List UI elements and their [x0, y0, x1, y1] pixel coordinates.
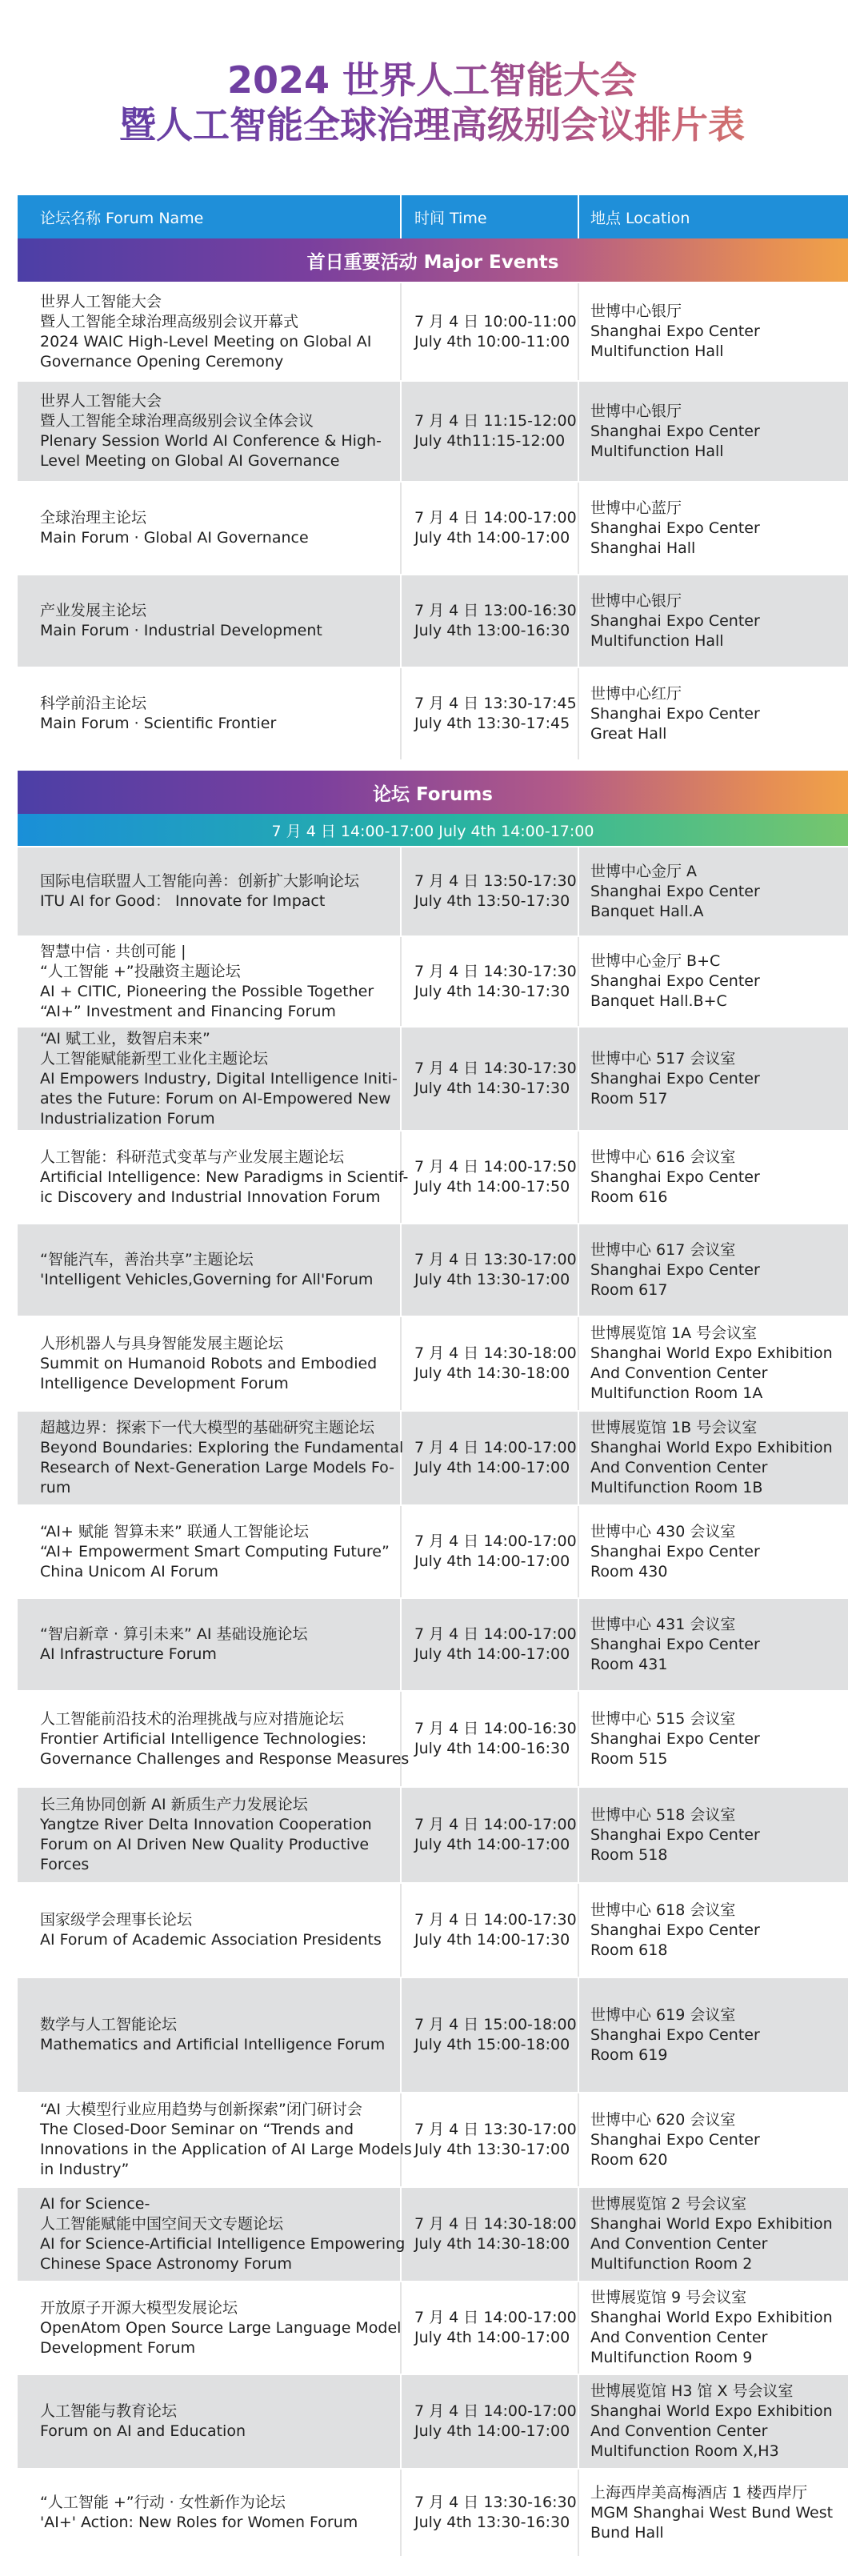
location-cell-line: Room 620: [590, 2150, 668, 2169]
forum-name-cell-line: 开放原子开源大模型发展论坛: [40, 2298, 238, 2317]
location-cell: [579, 937, 848, 1026]
location-cell-line: Shanghai Expo Center: [590, 1542, 760, 1560]
forum-name-cell-line: Governance Opening Ceremony: [40, 352, 284, 371]
forum-name-cell-line: ITU AI for Good： Innovate for Impact: [40, 892, 326, 910]
location-cell-line: 世博中心 430 会议室: [590, 1522, 736, 1540]
forum-name-cell-line: “AI 大模型行业应用趋势与创新探索”闭门研讨会: [40, 2101, 362, 2118]
time-cell-line: July 4th 14:30-17:30: [414, 982, 570, 1000]
forum-name-cell-line: Beyond Boundaries: Exploring the Fundamental: [40, 1439, 404, 1456]
table-row: [18, 1690, 848, 1786]
table-row: [18, 1026, 848, 1130]
time-cell: [402, 1224, 579, 1316]
forum-name-cell: [18, 1788, 402, 1882]
time-cell-line: 7 月 4 日 13:00-16:30: [414, 602, 577, 619]
time-cell: [402, 283, 579, 380]
forum-name-cell-line: 人工智能：科研范式变革与产业发展主题论坛: [40, 1148, 345, 1166]
forum-name-cell-line: 全球治理主论坛: [40, 509, 147, 527]
forum-name-cell: [18, 1692, 410, 1786]
location-cell: [579, 1599, 848, 1690]
location-cell-line: 世博中心 618 会议室: [590, 1901, 736, 1919]
table-row: [18, 1130, 848, 1223]
location-cell: [579, 1317, 848, 1410]
location-cell-line: And Convention Center: [590, 2235, 768, 2253]
table-row: [18, 1316, 848, 1410]
table-row: [18, 380, 848, 481]
time-cell: [402, 2282, 579, 2374]
forum-name-cell-line: 国家级学会理事长论坛: [40, 1911, 193, 1929]
location-cell-line: 世博中心银厅: [590, 402, 682, 420]
table-row: [18, 481, 848, 574]
time-cell-line: July 4th 14:00-17:00: [414, 1836, 570, 1853]
major-events-rows: [18, 282, 848, 759]
location-cell: [579, 2282, 848, 2374]
time-cell-line: July 4th 14:00-17:50: [414, 1178, 570, 1196]
forum-name-cell-line: 世界人工智能大会: [40, 392, 162, 410]
section-spacer: [18, 759, 848, 771]
forum-name-cell-line: China Unicom AI Forum: [40, 1562, 219, 1580]
forum-name-cell-line: 暨人工智能全球治理高级别会议开幕式: [40, 312, 299, 331]
forum-name-cell-line: Intelligence Development Forum: [40, 1374, 289, 1392]
location-cell-line: Multifunction Room 9: [590, 2349, 753, 2366]
time-cell-line: 7 月 4 日 11:15-12:00: [414, 412, 577, 430]
location-cell-line: Shanghai Expo Center: [590, 1921, 760, 1939]
location-cell: [579, 1788, 848, 1882]
location-cell-line: 世博中心银厅: [590, 591, 682, 610]
time-cell-line: 7 月 4 日 13:50-17:30: [414, 872, 577, 890]
forum-name-cell: [18, 575, 402, 667]
forum-name-cell-line: “人工智能 +”投融资主题论坛: [40, 962, 241, 980]
location-cell-line: And Convention Center: [590, 1459, 768, 1476]
header-location: 地点 Location: [590, 209, 690, 227]
location-cell-line: 世博中心 616 会议室: [590, 1148, 736, 1166]
time-cell-line: July 4th 14:00-17:00: [414, 1552, 570, 1570]
forum-name-cell-line: “AI+ Empowerment Smart Computing Future”: [40, 1542, 390, 1560]
time-cell: [402, 668, 579, 759]
location-cell: [579, 1028, 848, 1130]
location-cell-line: Shanghai Expo Center: [590, 422, 760, 440]
forum-name-cell-line: 人工智能赋能中国空间天文专题论坛: [40, 2215, 284, 2233]
forum-name-cell: [18, 1028, 402, 1130]
location-cell: [579, 1224, 848, 1316]
location-cell-line: Room 619: [590, 2045, 668, 2064]
forum-name-cell-line: AI for Science-Artificial Intelligence Empowering: [40, 2235, 406, 2253]
forum-name-cell-line: Main Forum · Scientific Frontier: [40, 715, 277, 732]
time-cell: [402, 1317, 579, 1410]
location-cell: [579, 1506, 848, 1597]
location-cell: [579, 2188, 848, 2281]
forum-name-cell-line: Governance Challenges and Response Measures: [40, 1749, 410, 1768]
location-cell-line: 世博中心金厅 A: [590, 862, 698, 880]
location-cell-line: Banquet Hall.B+C: [590, 992, 727, 1010]
header-forum-name: 论坛名称 Forum Name: [18, 195, 402, 238]
time-cell: [402, 483, 579, 574]
time-cell-line: 7 月 4 日 14:30-17:30: [414, 1060, 577, 1077]
time-cell-line: 7 月 4 日 14:00-17:00: [414, 1439, 577, 1456]
forum-name-cell-line: 长三角协同创新 AI 新质生产力发展论坛: [40, 1796, 308, 1813]
location-cell: [579, 1978, 848, 2092]
forum-name-cell-line: 人工智能与教育论坛: [40, 2402, 178, 2420]
location-cell-line: Shanghai Expo Center: [590, 1825, 760, 1844]
location-cell-line: Multifunction Room 2: [590, 2255, 753, 2273]
location-cell: [579, 483, 848, 574]
time-cell: [402, 2093, 579, 2186]
time-cell-line: 7 月 4 日 15:00-18:00: [414, 2016, 577, 2033]
time-cell: [402, 937, 579, 1026]
forum-name-cell-line: Industrialization Forum: [40, 1109, 215, 1128]
location-cell-line: 世博中心 517 会议室: [590, 1049, 736, 1068]
forum-name-cell-line: 'Intelligent Vehicles,Governing for All'Forum: [40, 1271, 374, 1288]
forum-name-cell-line: 人形机器人与具身智能发展主题论坛: [40, 1334, 284, 1352]
time-cell: [402, 2375, 579, 2468]
location-cell-line: Room 430: [590, 1562, 668, 1580]
forum-name-cell-line: Development Forum: [40, 2338, 196, 2357]
location-cell-line: And Convention Center: [590, 2329, 768, 2346]
time-cell-line: July 4th 14:30-18:00: [414, 1364, 570, 1382]
location-cell: [579, 382, 848, 481]
location-cell-line: Shanghai Expo Center: [590, 1260, 760, 1279]
location-cell-line: Multifunction Room 1A: [590, 1384, 763, 1402]
time-cell-line: 7 月 4 日 14:00-17:00: [414, 1625, 577, 1643]
forum-name-cell-line: AI Forum of Academic Association Presidents: [40, 1931, 382, 1949]
location-cell-line: Shanghai World Expo Exhibition: [590, 2215, 833, 2233]
table-row: [18, 1223, 848, 1316]
schedule-table: [18, 195, 848, 2556]
time-cell-line: 7 月 4 日 14:30-18:00: [414, 1344, 577, 1362]
time-cell-line: July 4th 14:00-17:00: [414, 1459, 570, 1476]
time-cell-line: July 4th 13:50-17:30: [414, 892, 570, 910]
time-cell-line: 7 月 4 日 13:30-17:00: [414, 1251, 577, 1268]
location-cell-line: Multifunction Hall: [590, 343, 724, 360]
time-cell-line: 7 月 4 日 14:30-17:30: [414, 962, 577, 980]
time-cell: [402, 382, 579, 481]
forum-name-cell-line: AI Infrastructure Forum: [40, 1645, 217, 1663]
time-cell-line: 7 月 4 日 13:30-16:30: [414, 2494, 577, 2511]
table-row: [18, 1786, 848, 1882]
forum-name-cell-line: Main Forum · Global AI Governance: [40, 529, 309, 547]
time-cell-line: 7 月 4 日 14:00-17:00: [414, 509, 577, 527]
time-cell-line: July 4th 14:00-16:30: [414, 1740, 570, 1757]
location-cell-line: Shanghai Expo Center: [590, 2025, 760, 2044]
forum-name-cell-line: 2024 WAIC High-Level Meeting on Global AI: [40, 332, 372, 351]
location-cell-line: Shanghai Hall: [590, 539, 696, 557]
forum-name-cell-line: Summit on Humanoid Robots and Embodied: [40, 1354, 378, 1372]
page-title: [0, 58, 864, 147]
forum-name-cell-line: Frontier Artificial Intelligence Technologies:: [40, 1729, 367, 1748]
forum-name-cell-line: AI Empowers Industry, Digital Intelligence Initi-: [40, 1069, 398, 1088]
location-cell: [579, 2093, 848, 2186]
table-row: [18, 2468, 848, 2556]
location-cell-line: 世博中心金厅 B+C: [590, 952, 721, 970]
time-cell-line: July 4th 15:00-18:00: [414, 2036, 570, 2053]
time-cell-line: July 4th 14:30-17:30: [414, 1080, 570, 1097]
location-cell-line: Multifunction Hall: [590, 442, 724, 460]
forum-name-cell-line: 国际电信联盟人工智能向善：创新扩大影响论坛: [40, 872, 360, 890]
forum-name-cell-line: ates the Future: Forum on AI-Empowered New: [40, 1089, 391, 1108]
location-cell-line: Shanghai Expo Center: [590, 611, 760, 630]
forum-name-cell-line: “AI 赋工业，数智启未来”: [40, 1029, 210, 1048]
location-cell-line: Great Hall: [590, 724, 667, 743]
location-cell-line: Room 616: [590, 1188, 668, 1206]
location-cell-line: Shanghai Expo Center: [590, 323, 760, 340]
forum-name-cell-line: “AI+” Investment and Financing Forum: [40, 1002, 336, 1020]
location-cell-line: 世博中心蓝厅: [590, 499, 682, 517]
time-cell-line: July 4th11:15-12:00: [414, 432, 566, 450]
time-cell: [402, 1028, 579, 1130]
location-cell: [579, 2375, 848, 2468]
location-cell-line: Shanghai Expo Center: [590, 972, 760, 990]
title-line-2: 暨人工智能全球治理高级别会议排片表: [0, 102, 864, 147]
table-row: [18, 1504, 848, 1597]
table-row: [18, 282, 848, 380]
time-cell-line: 7 月 4 日 14:00-17:00: [414, 2309, 577, 2326]
location-cell-line: 世博中心 515 会议室: [590, 1709, 736, 1728]
forum-name-cell: [18, 668, 402, 759]
header-time: 时间 Time: [402, 195, 579, 238]
location-cell-line: Shanghai World Expo Exhibition: [590, 2309, 833, 2326]
forum-name-cell-line: 世界人工智能大会: [40, 292, 162, 310]
location-cell-line: Bund Hall: [590, 2523, 664, 2542]
time-cell-line: July 4th 14:00-17:00: [414, 529, 570, 547]
forum-name-cell-line: “AI+ 赋能 智算未来” 联通人工智能论坛: [40, 1522, 309, 1540]
time-cell-line: July 4th 14:00-17:00: [414, 2422, 570, 2440]
time-cell-line: July 4th 14:00-17:30: [414, 1931, 570, 1949]
table-row: [18, 2186, 848, 2281]
forum-name-cell-line: “智启新章 · 算引未来” AI 基础设施论坛: [40, 1625, 308, 1643]
time-cell: [402, 1978, 579, 2092]
time-cell-line: July 4th 14:30-18:00: [414, 2235, 570, 2253]
location-cell-line: Shanghai World Expo Exhibition: [590, 1344, 833, 1362]
location-cell-line: 世博展览馆 H3 馆 X 号会议室: [590, 2382, 794, 2400]
forum-name-cell: [18, 2188, 406, 2281]
table-row: [18, 1597, 848, 1690]
time-cell: [402, 575, 579, 667]
location-cell: [579, 283, 848, 380]
time-cell-line: July 4th 13:30-17:00: [414, 1271, 570, 1288]
forum-name-cell-line: Research of Next-Generation Large Models Fo-: [40, 1459, 394, 1476]
location-cell-line: Banquet Hall.A: [590, 902, 704, 920]
forum-name-cell-line: 人工智能前沿技术的治理挑战与应对措施论坛: [40, 1709, 345, 1728]
location-cell-line: 世博中心银厅: [590, 302, 682, 320]
location-cell-line: Room 515: [590, 1749, 668, 1768]
forum-name-cell-line: 智慧中信 · 共创可能 |: [40, 942, 186, 960]
table-row: [18, 1882, 848, 1977]
forum-name-cell: [18, 1317, 402, 1410]
location-cell-line: Shanghai Expo Center: [590, 1729, 760, 1748]
time-cell-line: July 4th 13:30-17:45: [414, 715, 570, 732]
forum-name-cell: [18, 1132, 409, 1223]
forum-name-cell-line: ic Discovery and Industrial Innovation Forum: [40, 1188, 381, 1206]
forums-banner: 论坛 Forums: [18, 771, 848, 814]
forum-name-cell-line: OpenAtom Open Source Large Language Model: [40, 2318, 402, 2337]
location-cell-line: 世博展览馆 1B 号会议室: [590, 1419, 758, 1436]
forum-name-cell-line: Main Forum · Industrial Development: [40, 622, 322, 639]
time-cell: [402, 2470, 579, 2556]
time-cell-line: July 4th 13:00-16:30: [414, 622, 570, 639]
location-cell: [579, 1884, 848, 1977]
time-cell-line: 7 月 4 日 14:00-17:00: [414, 2402, 577, 2420]
forum-name-cell: [18, 1412, 402, 1504]
forum-name-cell-line: “人工智能 +”行动 · 女性新作为论坛: [40, 2494, 286, 2511]
forum-name-cell-line: rum: [40, 1479, 71, 1496]
location-cell: [579, 1692, 848, 1786]
location-cell-line: Room 617: [590, 1280, 668, 1299]
forum-name-cell: [18, 847, 402, 935]
time-cell: [402, 1506, 579, 1597]
forum-name-cell: [18, 283, 402, 380]
location-cell-line: Shanghai Expo Center: [590, 519, 760, 537]
time-cell: [402, 1599, 579, 1690]
forum-name-cell-line: in Industry”: [40, 2161, 130, 2178]
time-cell: [402, 1692, 579, 1786]
location-cell-line: 世博中心 620 会议室: [590, 2110, 736, 2129]
table-header: [18, 195, 848, 238]
location-cell-line: 世博展览馆 9 号会议室: [590, 2289, 747, 2306]
location-cell-line: Shanghai Expo Center: [590, 1168, 760, 1186]
forum-name-cell: [18, 1884, 402, 1977]
forum-name-cell-line: Chinese Space Astronomy Forum: [40, 2255, 292, 2273]
time-cell-line: 7 月 4 日 14:00-16:30: [414, 1720, 577, 1737]
forum-name-cell: [18, 2375, 402, 2468]
forum-rows: [18, 846, 848, 2556]
table-row: [18, 574, 848, 667]
location-cell: [579, 668, 848, 759]
time-cell: [402, 1132, 579, 1223]
time-cell: [402, 1788, 579, 1882]
location-cell: [579, 2470, 848, 2556]
time-cell-line: July 4th 13:30-16:30: [414, 2514, 570, 2531]
forum-name-cell-line: Forum on AI Driven New Quality Productive: [40, 1836, 370, 1853]
location-cell-line: Room 518: [590, 1845, 668, 1864]
location-cell-line: And Convention Center: [590, 1364, 768, 1382]
time-cell-line: 7 月 4 日 14:00-17:00: [414, 1532, 577, 1550]
location-cell-line: 世博中心 617 会议室: [590, 1240, 736, 1259]
forum-name-cell-line: 超越边界：探索下一代大模型的基础研究主题论坛: [40, 1419, 375, 1436]
time-cell-line: 7 月 4 日 13:30-17:00: [414, 2121, 577, 2138]
location-cell-line: Room 431: [590, 1655, 668, 1673]
forum-name-cell: [18, 2093, 412, 2186]
major-events-banner: 首日重要活动 Major Events: [18, 238, 848, 282]
title-line-1: 2024 世界人工智能大会: [0, 58, 864, 102]
forum-name-cell-line: 产业发展主论坛: [40, 602, 147, 619]
time-cell-line: July 4th 13:30-17:00: [414, 2141, 570, 2158]
forum-name-cell-line: AI for Science-: [40, 2195, 150, 2213]
forum-name-cell-line: Level Meeting on Global AI Governance: [40, 452, 340, 470]
forum-name-cell-line: “智能汽车，善治共享”主题论坛: [40, 1251, 254, 1268]
time-cell-line: 7 月 4 日 13:30-17:45: [414, 695, 577, 712]
forum-name-cell-line: AI + CITIC, Pioneering the Possible Together: [40, 982, 374, 1000]
location-cell-line: Shanghai World Expo Exhibition: [590, 1439, 833, 1456]
location-cell-line: Shanghai Expo Center: [590, 882, 760, 900]
location-cell-line: 世博中心 431 会议室: [590, 1615, 736, 1633]
location-cell-line: 上海西岸美高梅酒店 1 楼西岸厅: [590, 2483, 808, 2502]
location-cell-line: And Convention Center: [590, 2422, 768, 2440]
forum-name-cell: [18, 1599, 402, 1690]
forum-name-cell-line: Forces: [40, 1856, 90, 1873]
time-cell-line: July 4th 14:00-17:00: [414, 2329, 570, 2346]
location-cell-line: 世博中心红厅: [590, 684, 682, 703]
location-cell-line: Multifunction Hall: [590, 631, 724, 650]
forum-name-cell-line: 暨人工智能全球治理高级别会议全体会议: [40, 412, 314, 430]
forum-name-cell: [18, 1224, 402, 1316]
table-row: [18, 1410, 848, 1504]
time-cell-line: July 4th 14:00-17:00: [414, 1645, 570, 1663]
time-cell-line: 7 月 4 日 10:00-11:00: [414, 312, 577, 331]
time-cell-line: 7 月 4 日 14:00-17:50: [414, 1158, 577, 1176]
forum-name-cell: [18, 937, 402, 1026]
forum-name-cell: [18, 2282, 402, 2374]
forum-name-cell: [18, 1978, 402, 2092]
table-row: [18, 2092, 848, 2186]
location-cell-line: Multifunction Room X,H3: [590, 2442, 779, 2460]
time-cell: [402, 1412, 579, 1504]
forum-name-cell-line: Yangtze River Delta Innovation Cooperation: [40, 1816, 372, 1833]
forums-date-banner: 7 月 4 日 14:00-17:00 July 4th 14:00-17:00: [18, 814, 848, 846]
table-row: [18, 2374, 848, 2468]
forum-name-cell: [18, 382, 402, 481]
location-cell-line: Room 517: [590, 1089, 668, 1108]
location-cell: [579, 847, 848, 935]
time-cell-line: 7 月 4 日 14:00-17:30: [414, 1911, 577, 1929]
table-row: [18, 846, 848, 935]
forum-name-cell-line: 人工智能赋能新型工业化主题论坛: [40, 1049, 269, 1068]
table-row: [18, 2281, 848, 2374]
forum-name-cell-line: Mathematics and Artificial Intelligence Forum: [40, 2036, 386, 2053]
location-cell-line: Shanghai Expo Center: [590, 704, 760, 723]
forum-name-cell-line: Artificial Intelligence: New Paradigms in Scientif-: [40, 1168, 409, 1186]
time-cell: [402, 847, 579, 935]
forum-name-cell-line: Forum on AI and Education: [40, 2422, 246, 2440]
time-cell: [402, 1884, 579, 1977]
location-cell-line: 世博中心 518 会议室: [590, 1805, 736, 1824]
location-cell: [579, 1132, 848, 1223]
time-cell-line: 7 月 4 日 14:30-18:00: [414, 2215, 577, 2233]
forum-name-cell-line: 数学与人工智能论坛: [40, 2016, 178, 2033]
location-cell: [579, 575, 848, 667]
location-cell-line: MGM Shanghai West Bund West: [590, 2503, 834, 2522]
location-cell-line: Multifunction Room 1B: [590, 1479, 763, 1496]
table-row: [18, 935, 848, 1026]
forum-name-cell: [18, 483, 402, 574]
time-cell: [402, 2188, 579, 2281]
location-cell-line: Shanghai Expo Center: [590, 1069, 760, 1088]
forum-name-cell: [18, 2470, 402, 2556]
location-cell: [579, 1412, 848, 1504]
forum-name-cell-line: Innovations in the Application of AI Large Models: [40, 2141, 412, 2158]
location-cell-line: 世博展览馆 2 号会议室: [590, 2195, 747, 2213]
time-cell-line: July 4th 10:00-11:00: [414, 332, 570, 351]
forum-name-cell-line: The Closed-Door Seminar on “Trends and: [40, 2121, 354, 2138]
location-cell-line: Shanghai Expo Center: [590, 2130, 760, 2149]
location-cell-line: 世博中心 619 会议室: [590, 2005, 736, 2024]
time-cell-line: 7 月 4 日 14:00-17:00: [414, 1816, 577, 1833]
forum-name-cell-line: Plenary Session World AI Conference & High-: [40, 432, 382, 450]
forum-name-cell-line: 科学前沿主论坛: [40, 695, 147, 712]
location-cell-line: Room 618: [590, 1941, 668, 1959]
forum-name-cell: [18, 1506, 402, 1597]
table-row: [18, 667, 848, 759]
location-cell-line: 世博展览馆 1A 号会议室: [590, 1324, 758, 1342]
forum-name-cell-line: 'AI+' Action: New Roles for Women Forum: [40, 2514, 358, 2531]
table-row: [18, 1977, 848, 2092]
location-cell-line: Shanghai World Expo Exhibition: [590, 2402, 833, 2420]
location-cell-line: Shanghai Expo Center: [590, 1635, 760, 1653]
